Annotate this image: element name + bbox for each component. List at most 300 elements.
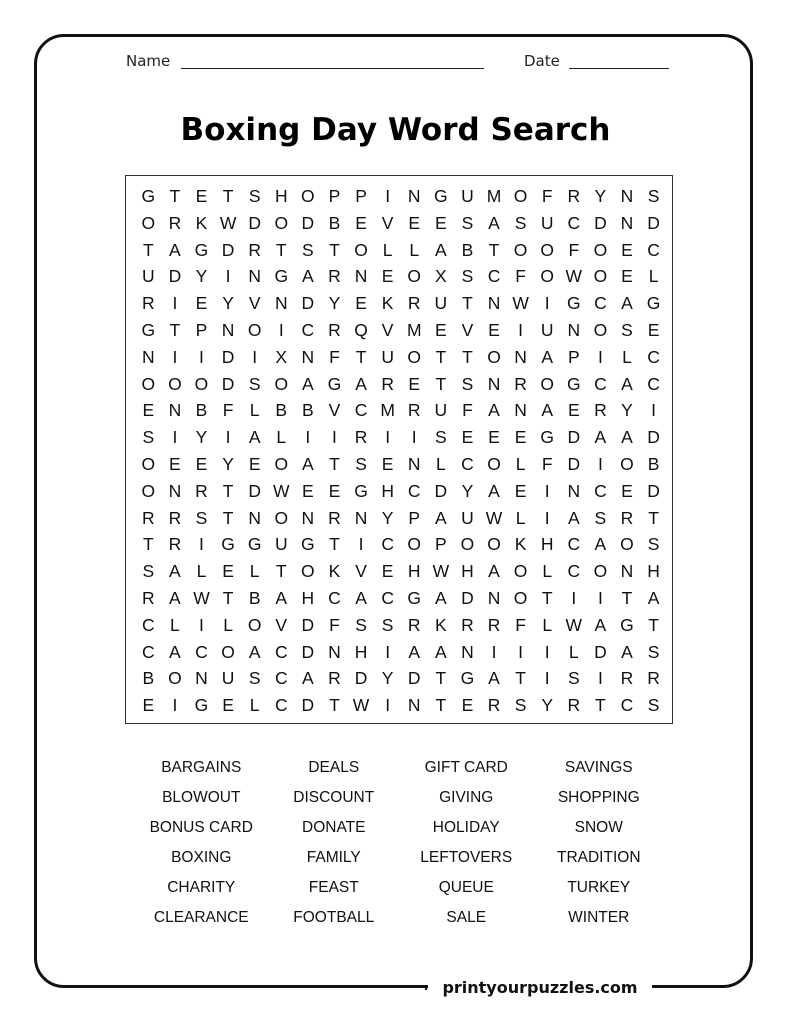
grid-letter: R [487,695,501,716]
grid-letter: T [222,588,234,608]
grid-letter: I [385,427,391,448]
grid-letter: D [647,480,660,501]
grid-letter: V [381,212,394,233]
grid-letter: R [168,534,182,555]
word-list-row [135,847,665,877]
grid-letter: A [567,507,580,528]
grid-letter: Y [328,293,341,314]
grid-letter: I [172,695,178,716]
grid-letter: L [622,346,632,367]
grid-letter: S [355,454,367,474]
grid-letter: A [169,239,181,260]
word-list-row [135,907,665,937]
grid-letter: G [540,427,555,448]
grid-letter: T [355,346,367,367]
grid-letter: O [540,266,555,287]
grid-letter: X [275,346,288,367]
grid-letter: C [381,534,394,555]
grid-row [135,290,667,317]
grid-letter: D [248,212,261,233]
grid-letter: F [541,454,553,474]
grid-letter: T [142,239,154,260]
grid-letter: O [274,373,289,394]
grid-letter: S [461,212,474,233]
grid-letter: T [488,239,500,260]
grid-letter: L [648,266,659,287]
grid-letter: O [168,373,182,394]
word-list-item: GIVING [439,789,494,806]
word-list-item: DONATE [302,819,366,836]
grid-letter: N [274,293,288,314]
grid-letter: I [172,427,178,448]
grid-letter: F [568,239,580,260]
grid-letter: P [434,534,447,555]
grid-letter: E [381,561,394,582]
grid-letter: T [435,668,447,689]
grid-letter: T [329,695,340,716]
grid-letter: D [647,212,660,233]
grid-letter: R [487,614,501,635]
grid-letter: N [301,346,315,367]
grid-letter: N [168,480,182,501]
grid-letter: F [329,346,340,367]
grid-letter: I [597,588,603,608]
grid-letter: E [142,400,155,421]
grid-letter: Y [222,454,234,474]
grid-letter: N [620,186,634,206]
grid-letter: O [301,561,315,582]
grid-letter: N [487,373,501,394]
grid-letter: E [355,293,367,314]
grid-letter: A [621,427,633,448]
grid-letter: Y [594,186,607,206]
grid-row [135,531,667,558]
grid-letter: O [540,373,555,394]
grid-letter: I [172,346,178,367]
word-list-row [135,787,665,817]
word-list-item: BOXING [171,849,232,866]
grid-letter: Q [354,320,368,340]
grid-letter: I [411,427,417,448]
grid-letter: A [541,346,554,367]
grid-letter: S [514,212,527,233]
grid-letter: I [544,507,550,528]
grid-letter: S [461,373,474,394]
grid-letter: S [195,507,208,528]
word-list-item: CLEARANCE [153,909,249,926]
grid-letter: N [487,588,501,608]
grid-letter: R [168,212,182,233]
grid-letter: R [248,239,261,260]
grid-letter: A [248,641,261,662]
word-list-item: DEALS [308,759,360,776]
grid-letter: I [597,454,603,474]
grid-letter: I [278,320,284,340]
grid-letter: G [274,266,289,287]
grid-letter: N [461,641,474,662]
grid-letter: E [328,480,341,501]
grid-letter: R [407,400,421,421]
grid-letter: E [434,212,447,233]
grid-letter: V [461,320,474,340]
grid-letter: T [142,534,154,555]
grid-letter: M [486,186,502,206]
grid-letter: O [513,239,528,260]
grid-letter: S [647,186,660,206]
word-list-item: SALE [446,909,487,926]
letter-grid [125,175,673,724]
grid-letter: M [406,320,422,340]
word-list-item: TRADITION [556,849,641,866]
grid-letter: C [301,320,315,340]
grid-letter: A [355,588,367,608]
grid-letter: O [407,346,422,367]
grid-letter: R [647,668,660,689]
grid-letter: M [380,400,395,421]
grid-letter: A [248,427,261,448]
grid-letter: E [381,266,394,287]
grid-letter: D [301,614,315,635]
grid-letter: A [169,641,181,662]
grid-letter: A [621,373,633,394]
grid-letter: L [170,614,180,635]
grid-letter: A [488,561,500,582]
grid-letter: W [565,614,583,635]
grid-row [135,237,667,264]
grid-letter: L [249,695,260,716]
grid-letter: I [172,293,178,314]
grid-letter: K [434,614,447,635]
grid-letter: R [620,507,634,528]
grid-letter: T [169,320,181,340]
grid-letter: I [199,614,204,635]
grid-letter: L [382,239,393,260]
grid-letter: P [328,186,341,206]
grid-letter: C [567,534,581,555]
grid-letter: E [222,561,234,582]
grid-letter: T [329,454,340,474]
grid-letter: O [460,534,475,555]
grid-letter: B [275,400,288,421]
grid-letter: C [195,641,208,662]
word-list [135,757,665,937]
grid-letter: Y [195,427,208,448]
grid-letter: O [274,454,289,474]
grid-letter: T [648,507,659,528]
grid-letter: O [620,454,634,474]
word-list-item: TURKEY [567,879,631,896]
grid-letter: T [595,695,606,716]
word-list-item: GIFT CARD [424,759,508,776]
grid-letter: H [274,186,288,206]
grid-letter: I [199,534,204,555]
grid-letter: S [248,186,261,206]
word-list-row [135,877,665,907]
grid-letter: T [435,346,447,367]
grid-letter: P [567,346,580,367]
grid-letter: G [620,614,634,635]
grid-letter: T [222,507,234,528]
grid-letter: A [302,454,314,474]
grid-letter: T [541,588,553,608]
grid-letter: H [461,561,474,582]
grid-row [135,665,667,692]
grid-row [135,397,667,424]
grid-letter: S [647,695,660,716]
grid-letter: L [515,454,526,474]
grid-letter: G [141,320,156,340]
grid-letter: V [275,614,288,635]
grid-letter: A [355,373,367,394]
grid-letter: C [274,668,288,689]
grid-letter: L [223,614,233,635]
grid-letter: E [621,266,633,287]
site-credit: printyourpuzzles.com [442,978,638,997]
grid-letter: B [248,588,261,608]
grid-letter: U [540,320,554,340]
grid-letter: D [461,588,474,608]
grid-letter: R [407,293,421,314]
grid-letter: O [141,373,156,394]
word-list-row [135,757,665,787]
grid-letter: Y [621,400,633,421]
grid-letter: G [434,186,448,206]
grid-letter: A [594,534,607,555]
grid-letter: L [515,507,526,528]
grid-letter: T [329,534,340,555]
grid-letter: D [301,293,315,314]
grid-letter: H [540,534,554,555]
grid-letter: D [567,454,581,474]
grid-letter: W [485,507,503,528]
grid-letter: T [275,239,287,260]
grid-letter: E [142,695,155,716]
grid-letter: N [354,266,368,287]
grid-letter: W [273,480,290,501]
grid-letter: W [565,266,583,287]
grid-letter: R [328,320,341,340]
grid-letter: B [328,212,341,233]
word-list-item: LEFTOVERS [420,849,513,866]
grid-letter: G [194,695,209,716]
grid-letter: W [219,212,237,233]
grid-letter: O [513,186,528,206]
grid-letter: I [518,320,524,340]
date-label: Date [524,52,560,70]
grid-letter: I [358,534,364,555]
word-list-item: BONUS CARD [149,819,253,836]
grid-row [135,612,667,639]
grid-letter: I [518,641,524,662]
grid-letter: A [434,641,447,662]
grid-letter: E [488,427,500,448]
grid-letter: S [461,266,474,287]
grid-letter: E [195,293,208,314]
grid-letter: E [195,454,208,474]
grid-letter: I [305,427,311,448]
grid-letter: T [648,614,659,635]
grid-letter: E [461,427,474,448]
grid-letter: D [407,668,421,689]
grid-letter: T [515,668,526,689]
word-list-item: CHARITY [167,879,236,896]
grid-letter: Y [222,293,234,314]
grid-letter: R [168,507,182,528]
grid-letter: N [248,266,261,287]
grid-letter: N [248,507,261,528]
grid-letter: D [434,480,448,501]
grid-letter: T [621,588,633,608]
grid-letter: N [514,400,527,421]
grid-letter: R [407,614,421,635]
grid-letter: O [247,614,262,635]
grid-letter: R [141,293,155,314]
grid-letter: A [434,239,447,260]
grid-letter: D [221,239,235,260]
grid-letter: O [141,454,156,474]
grid-letter: O [407,266,422,287]
grid-letter: G [141,186,156,206]
grid-letter: D [594,212,607,233]
grid-letter: W [512,293,529,314]
grid-letter: I [597,346,603,367]
grid-letter: O [487,534,501,555]
grid-letter: I [491,641,497,662]
grid-letter: L [542,561,553,582]
grid-letter: E [302,480,314,501]
grid-letter: F [222,400,234,421]
grid-letter: A [488,212,500,233]
grid-letter: C [567,212,581,233]
grid-letter: N [620,561,634,582]
grid-letter: E [488,320,500,340]
grid-letter: C [487,266,501,287]
grid-letter: N [407,695,421,716]
grid-letter: E [621,480,633,501]
grid-letter: O [407,534,422,555]
grid-letter: I [385,186,391,206]
grid-letter: H [301,588,315,608]
grid-letter: E [222,695,234,716]
grid-letter: C [381,588,394,608]
grid-letter: E [355,212,367,233]
grid-letter: O [247,320,262,340]
grid-letter: N [328,641,341,662]
word-list-row [135,817,665,847]
grid-letter: T [329,239,340,260]
grid-letter: A [169,561,181,582]
grid-letter: V [381,320,394,340]
grid-letter: O [301,186,315,206]
grid-letter: R [567,695,581,716]
grid-letter: A [541,400,554,421]
grid-row [135,478,667,505]
grid-letter: E [567,400,580,421]
word-list-item: SHOPPING [557,789,640,806]
grid-letter: D [594,641,607,662]
grid-letter: A [594,614,607,635]
grid-letter: T [222,480,234,501]
grid-letter: A [434,507,447,528]
grid-letter: O [194,373,209,394]
grid-letter: A [169,588,181,608]
grid-letter: N [168,400,182,421]
grid-letter: F [462,400,473,421]
grid-letter: A [408,641,421,662]
grid-row [135,371,667,398]
grid-letter: B [195,400,208,421]
grid-letter: A [488,400,500,421]
grid-letter: Y [541,695,554,716]
grid-letter: W [193,588,210,608]
grid-letter: C [647,346,660,367]
grid-letter: R [381,373,394,394]
grid-letter: G [460,668,475,689]
grid-letter: D [168,266,182,287]
grid-letter: S [142,427,155,448]
grid-row [135,639,667,666]
grid-letter: O [593,239,608,260]
grid-letter: R [328,266,341,287]
grid-letter: C [647,373,660,394]
grid-letter: A [488,668,500,689]
grid-letter: U [461,186,474,206]
grid-letter: O [354,239,368,260]
grid-letter: L [568,641,579,662]
grid-letter: D [221,373,235,394]
grid-letter: Y [381,668,394,689]
grid-letter: N [620,212,634,233]
grid-letter: S [302,239,314,260]
grid-letter: O [540,239,555,260]
grid-letter: O [487,454,501,474]
grid-letter: A [621,641,633,662]
grid-letter: Y [195,266,208,287]
grid-letter: E [381,454,394,474]
grid-letter: G [566,293,581,314]
grid-letter: S [594,507,607,528]
grid-letter: E [461,695,474,716]
grid-letter: C [594,480,607,501]
grid-letter: L [249,400,260,421]
grid-letter: N [301,507,315,528]
grid-letter: L [196,561,207,582]
grid-letter: N [567,480,581,501]
grid-letter: U [274,534,288,555]
grid-letter: C [461,454,474,474]
grid-letter: K [381,293,394,314]
grid-letter: C [328,588,341,608]
grid-letter: U [461,507,474,528]
grid-letter: S [381,614,394,635]
grid-letter: C [407,480,421,501]
grid-letter: R [594,400,607,421]
grid-letter: N [567,320,581,340]
grid-letter: B [142,668,155,689]
grid-letter: E [408,212,421,233]
grid-letter: T [435,695,447,716]
grid-letter: U [434,400,448,421]
grid-letter: O [593,266,608,287]
grid-letter: I [571,588,577,608]
page-title: Boxing Day Word Search [180,112,611,148]
grid-letter: K [195,212,208,233]
grid-letter: C [274,695,288,716]
grid-letter: O [221,641,235,662]
grid-letter: T [462,346,473,367]
grid-letter: R [195,480,208,501]
grid-letter: S [142,561,155,582]
